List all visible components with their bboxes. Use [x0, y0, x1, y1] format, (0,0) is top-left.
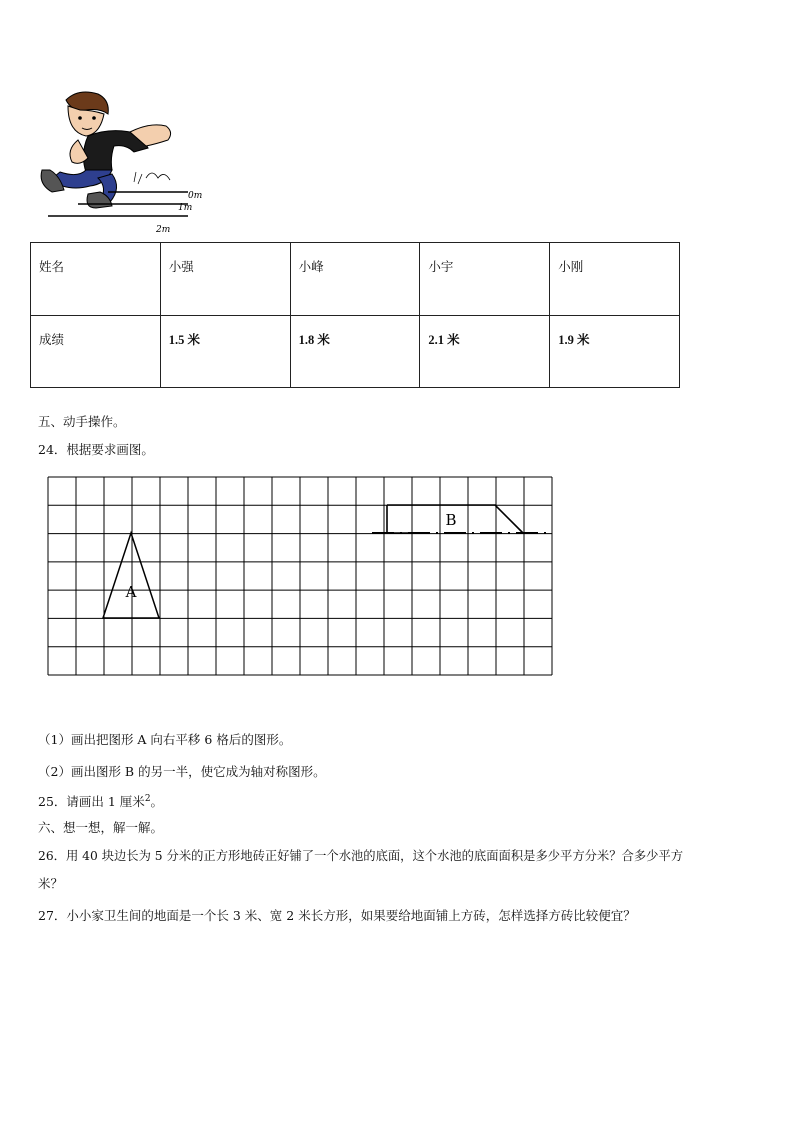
table-cell: 小强 — [160, 243, 290, 316]
table-cell: 小峰 — [290, 243, 420, 316]
q25-sup: 2 — [144, 793, 151, 804]
grid-figure — [47, 476, 553, 678]
table-cell: 小刚 — [550, 243, 680, 316]
table-cell: 姓名 — [31, 243, 161, 316]
section5-title: 五、动手操作。 — [38, 414, 126, 429]
q24-title: 24．根据要求画图。 — [38, 442, 154, 457]
long-jump-illustration — [38, 88, 218, 238]
table-cell: 1.5 米 — [160, 315, 290, 388]
shape-a-triangle — [103, 533, 159, 618]
label-2m: 2m — [156, 225, 171, 235]
table-row — [31, 243, 680, 316]
table-cell: 2.1 米 — [420, 315, 550, 388]
q26-line1: 26．用 40 块边长为 5 分米的正方形地砖正好铺了一个水池的底面，这个水池的底面面积是多少平方分米？合多少平方 — [38, 849, 684, 863]
shape-b-label: B — [445, 511, 457, 529]
label-0m: 0m — [188, 191, 203, 201]
q25-end: 。 — [150, 794, 164, 809]
label-1m: 1m — [178, 203, 193, 213]
q25-text: 25．请画出 1 厘米 — [38, 794, 145, 809]
table-cell: 成绩 — [31, 315, 161, 388]
table-row — [31, 315, 680, 388]
q24-sub2: （2）画出图形 B 的另一半，使它成为轴对称图形。 — [38, 764, 326, 779]
table-cell: 小宇 — [420, 243, 550, 316]
q26-line2: 米？ — [38, 876, 64, 891]
q25 — [38, 792, 163, 810]
table-cell: 1.8 米 — [290, 315, 420, 388]
score-table — [30, 242, 680, 388]
section6-title: 六、想一想，解一解。 — [38, 820, 164, 835]
q24-sub1: （1）画出把图形 A 向右平移 6 格后的图形。 — [38, 732, 292, 747]
table-cell: 1.9 米 — [550, 315, 680, 388]
q27: 27．小小家卫生间的地面是一个长 3 米、宽 2 米长方形，如果要给地面铺上方砖，怎样选择方砖比较便宜？ — [38, 908, 636, 923]
grid-lines — [48, 477, 552, 675]
shape-a-label: A — [125, 583, 137, 601]
